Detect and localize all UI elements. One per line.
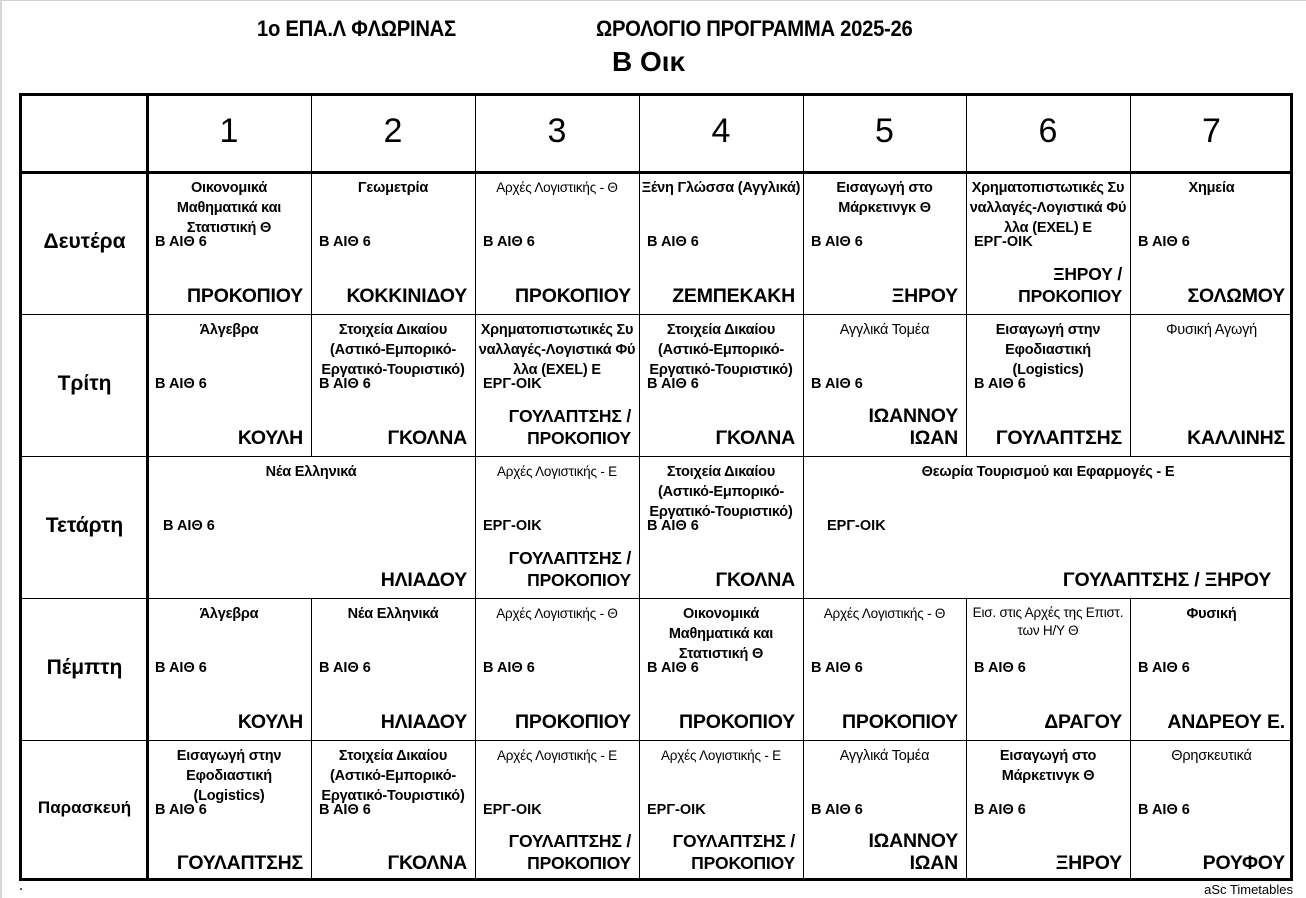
column-divider — [1130, 93, 1131, 172]
footer-dot — [20, 888, 22, 890]
lesson-teacher: ΗΛΙΑΔΟΥ — [380, 569, 467, 591]
lesson-room: Β ΑΙΘ 6 — [811, 376, 863, 392]
lesson-cell[interactable] — [803, 456, 1293, 598]
lesson-subject: Φυσική Αγωγή — [1165, 322, 1258, 338]
lesson-subject: Αρχές Λογιστικής - Ε — [660, 748, 781, 763]
lesson-teacher: ΓΟΥΛΑΠΤΣΗΣ / ΠΡΟΚΟΠΙΟΥ — [672, 831, 795, 873]
lesson-teacher: ΓΟΥΛΑΠΤΣΗΣ — [176, 852, 303, 874]
lesson-cell[interactable] — [1130, 740, 1293, 881]
page-left-edge — [0, 0, 2, 898]
lesson-subject: Θρησκευτικά — [1171, 748, 1252, 764]
lesson-room: Β ΑΙΘ 6 — [1138, 660, 1190, 676]
lesson-subject: Φυσική — [1186, 606, 1237, 622]
lesson-cell[interactable] — [147, 456, 475, 598]
lesson-teacher: ΓΚΟΛΝΑ — [387, 852, 467, 874]
lesson-teacher: ΙΩΑΝΝΟΥ ΙΩΑΝ — [868, 830, 958, 874]
lesson-subject: Θεωρία Τουρισμού και Εφαρμογές - Ε — [921, 464, 1175, 480]
lesson-teacher: ΞΗΡΟΥ — [1055, 852, 1122, 874]
lesson-subject: Στοιχεία Δικαίου (Αστικό-Εμπορικό-Εργατικό-Τουριστικό) — [649, 322, 793, 378]
lesson-room: Β ΑΙΘ 6 — [155, 376, 207, 392]
lesson-room: ΕΡΓ-ΟΙΚ — [974, 234, 1033, 250]
lesson-teacher: ΠΡΟΚΟΠΙΟΥ — [679, 711, 795, 733]
lesson-teacher: ΓΟΥΛΑΠΤΣΗΣ / ΠΡΟΚΟΠΙΟΥ — [508, 406, 631, 448]
lesson-cell[interactable] — [803, 314, 966, 456]
lesson-subject: Εισαγωγή στο Μάρκετινγκ Θ — [836, 180, 933, 216]
lesson-cell[interactable] — [639, 740, 803, 881]
lesson-cell[interactable] — [311, 740, 475, 881]
column-divider — [475, 93, 476, 172]
lesson-subject: Εισαγωγή στην Εφοδιαστική (Logistics) — [995, 322, 1101, 378]
lesson-subject: Αρχές Λογιστικής - Θ — [496, 606, 618, 621]
lesson-teacher: ΓΚΟΛΝΑ — [715, 569, 795, 591]
lesson-cell[interactable] — [803, 740, 966, 881]
lesson-room: Β ΑΙΘ 6 — [811, 234, 863, 250]
lesson-cell[interactable] — [639, 172, 803, 314]
lesson-cell[interactable] — [1130, 314, 1293, 456]
lesson-subject: Αρχές Λογιστικής - Ε — [496, 748, 617, 763]
lesson-teacher: ΓΚΟΛΝΑ — [387, 427, 467, 449]
lesson-room: ΕΡΓ-ΟΙΚ — [483, 518, 542, 534]
lesson-teacher: ΖΕΜΠΕΚΑΚΗ — [672, 285, 795, 307]
period-header: 1 — [219, 112, 239, 150]
lesson-cell[interactable] — [475, 314, 639, 456]
lesson-subject: Γεωμετρία — [357, 180, 429, 196]
lesson-teacher: ΠΡΟΚΟΠΙΟΥ — [842, 711, 958, 733]
lesson-cell[interactable] — [803, 172, 966, 314]
lesson-room: Β ΑΙΘ 6 — [811, 660, 863, 676]
lesson-cell[interactable] — [475, 172, 639, 314]
day-label: Τρίτη — [57, 372, 112, 395]
column-divider — [966, 93, 967, 172]
lesson-teacher: ΗΛΙΑΔΟΥ — [380, 711, 467, 733]
lesson-room: Β ΑΙΘ 6 — [155, 234, 207, 250]
lesson-teacher: ΠΡΟΚΟΠΙΟΥ — [515, 711, 631, 733]
lesson-cell[interactable] — [147, 740, 311, 881]
lesson-subject: Εισ. στις Αρχές της Επιστ. των Η/Υ Θ — [972, 605, 1124, 638]
lesson-teacher: ΙΩΑΝΝΟΥ ΙΩΑΝ — [868, 405, 958, 449]
lesson-room: Β ΑΙΘ 6 — [811, 802, 863, 818]
lesson-teacher: ΡΟΥΦΟΥ — [1202, 852, 1285, 874]
day-label: Παρασκευή — [37, 797, 132, 817]
lesson-room: Β ΑΙΘ 6 — [319, 376, 371, 392]
lesson-subject: Άλγεβρα — [199, 606, 259, 622]
lesson-teacher: ΞΗΡΟΥ / ΠΡΟΚΟΠΙΟΥ — [1018, 264, 1122, 306]
column-divider — [639, 93, 640, 172]
lesson-cell[interactable] — [147, 172, 311, 314]
lesson-subject: Στοιχεία Δικαίου (Αστικό-Εμπορικό-Εργατικό-Τουριστικό) — [321, 748, 465, 804]
lesson-room: Β ΑΙΘ 6 — [1138, 802, 1190, 818]
lesson-cell[interactable] — [311, 172, 475, 314]
lesson-subject: Άλγεβρα — [199, 322, 259, 338]
lesson-teacher: ΚΑΛΛΙΝΗΣ — [1187, 427, 1285, 449]
lesson-subject: Νέα Ελληνικά — [265, 464, 357, 480]
class-name: Β Οικ — [612, 46, 686, 77]
lesson-cell[interactable] — [803, 598, 966, 740]
timetable-grid — [19, 93, 1293, 881]
lesson-teacher: ΚΟΚΚΙΝΙΔΟΥ — [346, 285, 467, 307]
day-label: Τετάρτη — [45, 514, 124, 537]
lesson-teacher: ΚΟΥΛΗ — [237, 427, 303, 449]
lesson-subject: Χημεία — [1188, 180, 1235, 196]
lesson-room: ΕΡΓ-ΟΙΚ — [483, 376, 542, 392]
lesson-teacher: ΓΟΥΛΑΠΤΣΗΣ — [995, 427, 1122, 449]
footer-credit: aSc Timetables — [1204, 882, 1293, 897]
lesson-teacher: ΔΡΑΓΟΥ — [1044, 711, 1122, 733]
period-header: 4 — [711, 112, 731, 150]
period-header: 5 — [875, 112, 894, 150]
period-header: 3 — [547, 112, 567, 150]
lesson-subject: Οικονομικά Μαθηματικά και Στατιστική Θ — [668, 606, 774, 662]
lesson-teacher: ΣΟΛΩΜΟΥ — [1187, 285, 1285, 307]
lesson-room: Β ΑΙΘ 6 — [483, 234, 535, 250]
lesson-room: Β ΑΙΘ 6 — [155, 660, 207, 676]
lesson-teacher: ΠΡΟΚΟΠΙΟΥ — [187, 285, 303, 307]
lesson-teacher: ΑΝΔΡΕΟΥ Ε. — [1167, 711, 1285, 733]
lesson-cell[interactable] — [311, 314, 475, 456]
lesson-room: ΕΡΓ-ΟΙΚ — [483, 802, 542, 818]
lesson-room: Β ΑΙΘ 6 — [155, 802, 207, 818]
period-header: 6 — [1038, 112, 1058, 150]
lesson-room: Β ΑΙΘ 6 — [974, 660, 1026, 676]
lesson-room: Β ΑΙΘ 6 — [319, 234, 371, 250]
column-divider — [803, 93, 804, 172]
lesson-cell[interactable] — [311, 598, 475, 740]
lesson-subject: Εισαγωγή στο Μάρκετινγκ Θ — [999, 748, 1097, 784]
lesson-cell[interactable] — [475, 598, 639, 740]
lesson-subject: Αγγλικά Τομέα — [839, 322, 930, 338]
lesson-cell[interactable] — [147, 314, 311, 456]
lesson-teacher: ΞΗΡΟΥ — [891, 285, 958, 307]
lesson-room: ΕΡΓ-ΟΙΚ — [647, 802, 706, 818]
day-label: Δευτέρα — [43, 230, 126, 253]
lesson-subject: Χρηματοπιστωτικές Συναλλαγές-Λογιστικά Φύλλα (ΕΧΕL) Ε — [478, 322, 636, 378]
lesson-cell[interactable] — [639, 456, 803, 598]
lesson-subject: Στοιχεία Δικαίου (Αστικό-Εμπορικό-Εργατικό-Τουριστικό) — [321, 322, 465, 378]
lesson-cell[interactable] — [966, 740, 1130, 881]
lesson-subject: Ξένη Γλώσσα (Αγγλικά) — [641, 180, 801, 196]
lesson-subject: Χρηματοπιστωτικές Συναλλαγές-Λογιστικά Φύλλα (ΕΧΕL) Ε — [969, 180, 1127, 236]
lesson-room: Β ΑΙΘ 6 — [647, 518, 699, 534]
lesson-teacher: ΠΡΟΚΟΠΙΟΥ — [515, 285, 631, 307]
lesson-room: Β ΑΙΘ 6 — [1138, 234, 1190, 250]
lesson-teacher: ΓΚΟΛΝΑ — [715, 427, 795, 449]
lesson-room: Β ΑΙΘ 6 — [647, 376, 699, 392]
lesson-subject: Αρχές Λογιστικής - Ε — [496, 464, 617, 479]
lesson-subject: Αρχές Λογιστικής - Θ — [823, 606, 946, 621]
lesson-cell[interactable] — [966, 314, 1130, 456]
lesson-room: Β ΑΙΘ 6 — [319, 660, 371, 676]
lesson-cell[interactable] — [966, 172, 1130, 314]
lesson-subject: Εισαγωγή στην Εφοδιαστική (Logistics) — [176, 748, 282, 804]
lesson-teacher: ΚΟΥΛΗ — [237, 711, 303, 733]
lesson-subject: Νέα Ελληνικά — [347, 606, 439, 622]
lesson-cell[interactable] — [639, 314, 803, 456]
program-title: ΩΡΟΛΟΓΙΟ ΠΡΟΓΡΑΜΜΑ 2025-26 — [596, 16, 913, 41]
lesson-cell[interactable] — [639, 598, 803, 740]
period-header: 7 — [1202, 112, 1221, 150]
lesson-teacher: ΓΟΥΛΑΠΤΣΗΣ / ΞΗΡΟΥ — [1062, 569, 1271, 591]
lesson-subject: Οικονομικά Μαθηματικά και Στατιστική Θ — [176, 180, 282, 236]
lesson-room: Β ΑΙΘ 6 — [163, 518, 215, 534]
page-top-edge — [0, 0, 1306, 1]
lesson-cell[interactable] — [475, 456, 639, 598]
lesson-room: ΕΡΓ-ΟΙΚ — [827, 518, 886, 534]
lesson-room: Β ΑΙΘ 6 — [647, 234, 699, 250]
period-header: 2 — [383, 112, 403, 150]
day-label: Πέμπτη — [46, 656, 123, 679]
lesson-room: Β ΑΙΘ 6 — [974, 802, 1026, 818]
lesson-teacher: ΓΟΥΛΑΠΤΣΗΣ / ΠΡΟΚΟΠΙΟΥ — [508, 548, 631, 590]
lesson-teacher: ΓΟΥΛΑΠΤΣΗΣ / ΠΡΟΚΟΠΙΟΥ — [508, 831, 631, 873]
lesson-cell[interactable] — [147, 598, 311, 740]
lesson-subject: Αγγλικά Τομέα — [839, 748, 930, 764]
lesson-subject: Στοιχεία Δικαίου (Αστικό-Εμπορικό-Εργατικό-Τουριστικό) — [649, 464, 793, 520]
lesson-room: Β ΑΙΘ 6 — [647, 660, 699, 676]
school-name: 1ο ΕΠΑ.Λ ΦΛΩΡΙΝΑΣ — [257, 16, 456, 41]
lesson-room: Β ΑΙΘ 6 — [483, 660, 535, 676]
lesson-cell[interactable] — [1130, 598, 1293, 740]
lesson-room: Β ΑΙΘ 6 — [319, 802, 371, 818]
lesson-room: Β ΑΙΘ 6 — [974, 376, 1026, 392]
lesson-cell[interactable] — [966, 598, 1130, 740]
lesson-cell[interactable] — [475, 740, 639, 881]
column-divider — [311, 93, 312, 172]
lesson-subject: Αρχές Λογιστικής - Θ — [496, 180, 618, 195]
lesson-cell[interactable] — [1130, 172, 1293, 314]
